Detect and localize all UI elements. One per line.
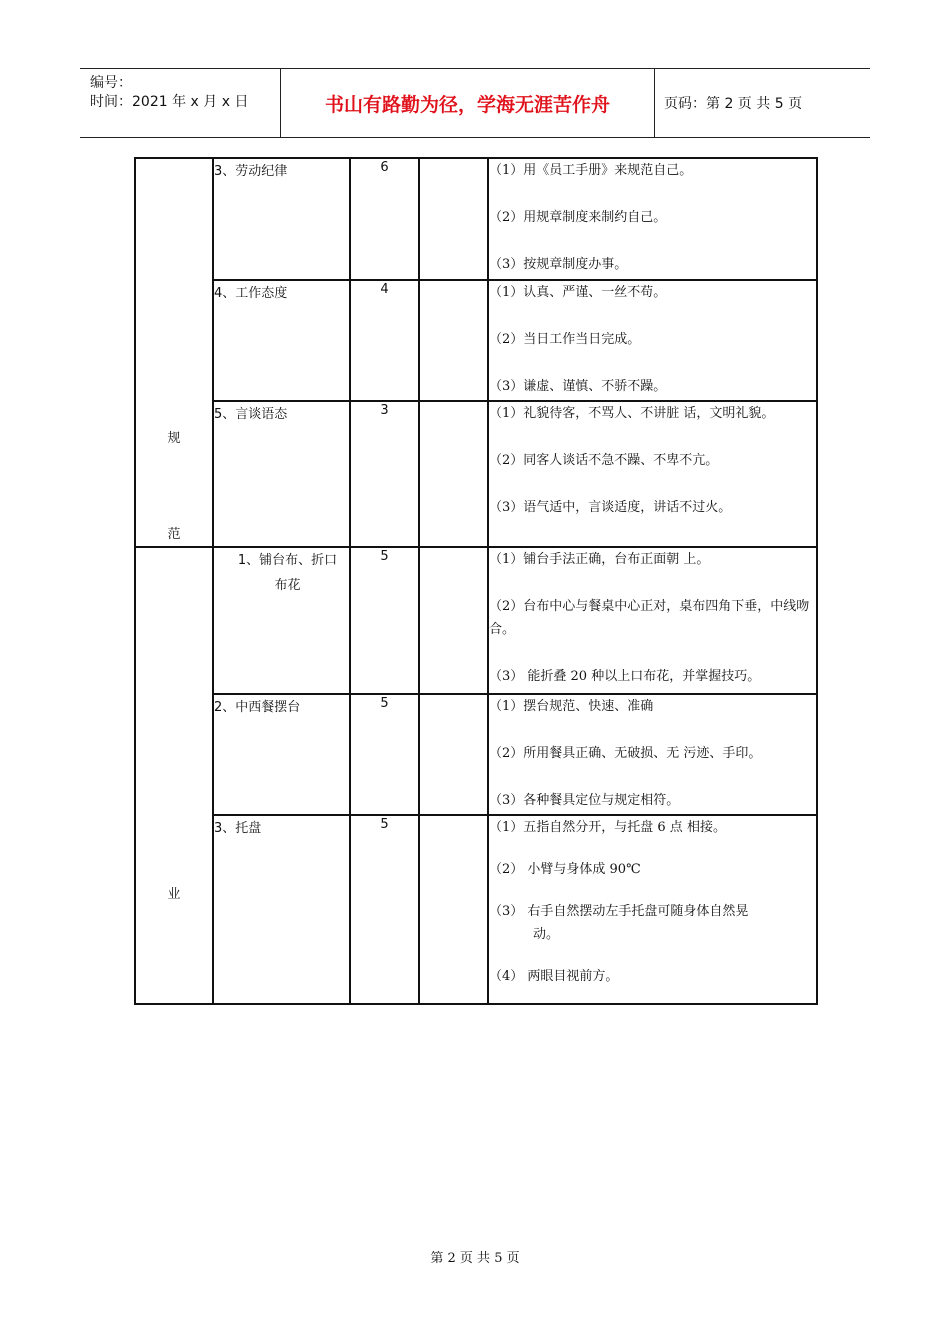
criteria-line: （2）当日工作当日完成。	[489, 332, 641, 347]
criteria-cell	[488, 694, 817, 816]
criteria-line: （1）铺台手法正确，台布正面朝 上。	[489, 552, 710, 567]
criteria-line: （1）用《员工手册》来规范自己。	[489, 163, 693, 178]
item-name: 3、托盘	[213, 815, 350, 1004]
item-name: 5、言谈语态	[213, 401, 350, 547]
criteria-line: （3）语气适中，言谈适度，讲话不过火。	[489, 500, 732, 515]
doc-number-label: 编号：	[90, 75, 132, 91]
category-char: 范	[167, 527, 181, 542]
criteria-cell	[488, 280, 817, 401]
criteria-line: 动。	[533, 927, 560, 943]
criteria-line: （2）同客人谈话不急不躁、不卑不亢。	[489, 453, 719, 468]
page-footer: 第 2 页 共 5 页	[430, 1251, 520, 1266]
criteria-line: （3）各种餐具定位与规定相符。	[489, 792, 680, 808]
criteria-line: （3）按规章制度办事。	[489, 257, 628, 272]
blank-cell	[419, 280, 488, 401]
item-name: 4、工作态度	[213, 280, 350, 401]
table-row	[135, 547, 817, 694]
item-score: 5	[350, 694, 419, 816]
table-row	[135, 694, 817, 816]
table-row	[135, 815, 817, 1004]
page-header	[80, 68, 870, 138]
criteria-line: （2）用规章制度来制约自己。	[489, 210, 667, 225]
item-name: 2、中西餐摆台	[213, 694, 350, 816]
blank-cell	[419, 694, 488, 816]
criteria-line: （2）台布中心与餐桌中心正对，桌布四角下垂，中线吻合。	[489, 599, 810, 637]
header-divider	[654, 69, 655, 137]
criteria-line: （2） 小臂与身体成 90℃	[489, 862, 641, 878]
table-row	[135, 158, 817, 280]
header-motto: 书山有路勤为径，学海无涯苦作舟	[324, 93, 610, 116]
criteria-line: （1）五指自然分开，与托盘 6 点 相接。	[489, 820, 726, 836]
criteria-cell	[488, 401, 817, 547]
criteria-cell	[488, 158, 817, 280]
category-cell-gui-fan	[135, 158, 213, 547]
blank-cell	[419, 401, 488, 547]
criteria-line: （3） 右手自然摆动左手托盘可随身体自然晃	[489, 904, 749, 920]
criteria-line: （3） 能折叠 20 种以上口布花，并掌握技巧。	[489, 669, 761, 684]
category-cell-ye	[135, 547, 213, 1004]
criteria-cell	[488, 815, 817, 1004]
item-score: 3	[350, 401, 419, 547]
blank-cell	[419, 158, 488, 280]
item-score: 6	[350, 158, 419, 280]
item-score: 4	[350, 280, 419, 401]
doc-time-label: 时间：2021 年 x 月 x 日	[90, 94, 249, 110]
item-score: 5	[350, 547, 419, 694]
category-char: 规	[167, 431, 181, 446]
header-meta	[80, 69, 280, 137]
table-row	[135, 401, 817, 547]
item-name: 1、铺台布、折口布花	[213, 547, 350, 694]
criteria-line: （1）摆台规范、快速、准确	[489, 698, 654, 714]
item-score: 5	[350, 815, 419, 1004]
criteria-line: （2）所用餐具正确、无破损、无 污迹、手印。	[489, 745, 762, 761]
blank-cell	[419, 547, 488, 694]
blank-cell	[419, 815, 488, 1004]
criteria-line: （1）礼貌待客，不骂人、不讲脏 话，文明礼貌。	[489, 406, 775, 421]
evaluation-table	[134, 157, 818, 1005]
header-page-number: 页码：第 2 页 共 5 页	[664, 96, 803, 112]
criteria-line: （1）认真、严谨、一丝不苟。	[489, 285, 667, 300]
criteria-line: （3）谦虚、谨慎、不骄不躁。	[489, 379, 667, 394]
category-char: 业	[167, 887, 181, 902]
criteria-cell	[488, 547, 817, 694]
criteria-line: （4） 两眼目视前方。	[489, 969, 619, 985]
item-name: 3、劳动纪律	[213, 158, 350, 280]
table-row	[135, 280, 817, 401]
